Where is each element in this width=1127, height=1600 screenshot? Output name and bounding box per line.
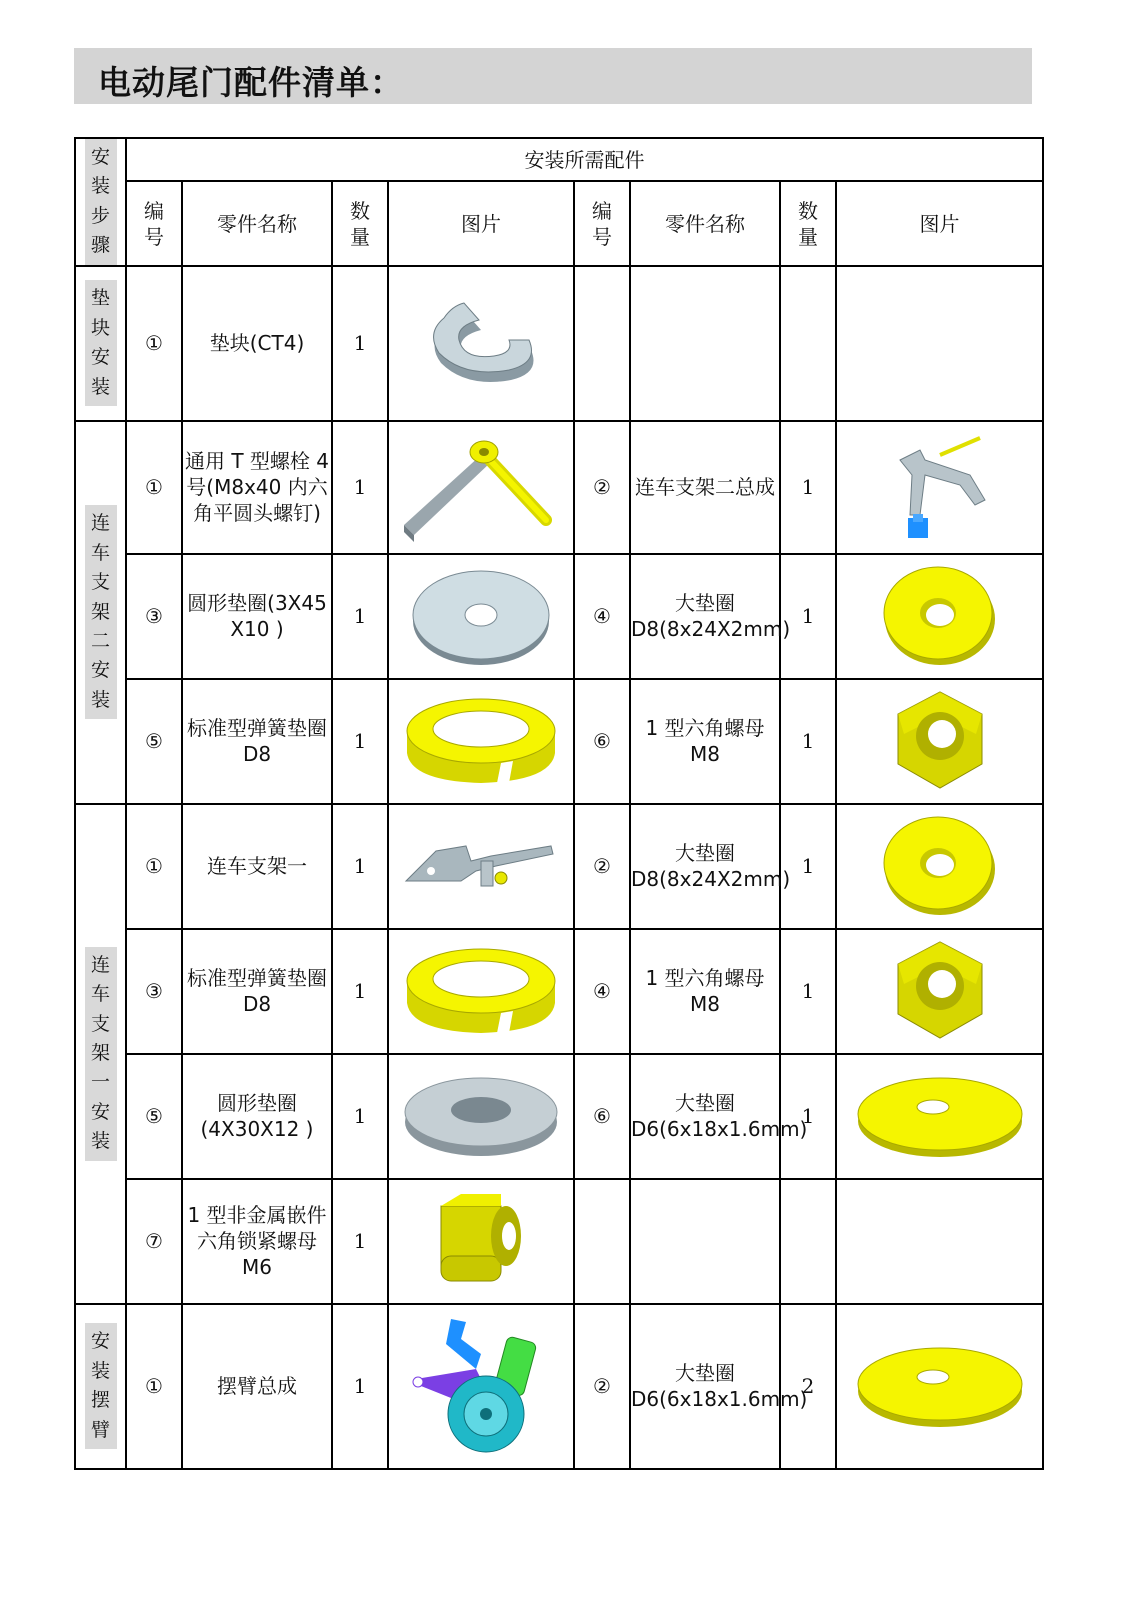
parts-needed-header: 安装所需配件 <box>126 138 1043 181</box>
step-cell <box>75 421 126 804</box>
table-row <box>75 929 1043 1054</box>
part-number: ③ <box>126 929 182 1054</box>
flat-yellow-washer-icon <box>837 1339 1042 1434</box>
table-row <box>75 1179 1043 1304</box>
t-bolt-icon <box>389 430 573 545</box>
number-header-2: 编号 <box>574 181 630 266</box>
swing-arm-icon <box>389 1314 573 1459</box>
part-name-header-2: 零件名称 <box>630 181 780 266</box>
part-quantity: 1 <box>780 804 836 929</box>
part-quantity: 1 <box>332 1304 388 1469</box>
part-quantity: 1 <box>780 554 836 679</box>
part-quantity: 1 <box>332 679 388 804</box>
part-picture <box>388 1304 574 1469</box>
part-number: ⑤ <box>126 679 182 804</box>
part-name: 标准型弹簧垫圈 D8 <box>182 929 332 1054</box>
part-name: 大垫圈D8(8x24X2mm) <box>630 554 780 679</box>
part-picture <box>388 1054 574 1179</box>
page-title: 电动尾门配件清单： <box>98 63 404 102</box>
part-quantity: 1 <box>332 1179 388 1304</box>
empty-number-cell <box>574 1179 630 1304</box>
step-label: 安装摆臂 <box>85 1323 117 1449</box>
part-name: 圆形垫圈(3X45 X10 ) <box>182 554 332 679</box>
step-cell <box>75 266 126 421</box>
empty-quantity-cell <box>780 1179 836 1304</box>
part-name: 垫块(CT4) <box>182 266 332 421</box>
table-row <box>75 1304 1043 1469</box>
step-header-cell <box>75 138 126 266</box>
part-quantity: 1 <box>332 1054 388 1179</box>
part-picture <box>388 804 574 929</box>
part-name: 摆臂总成 <box>182 1304 332 1469</box>
part-picture <box>388 1179 574 1304</box>
part-quantity: 1 <box>332 929 388 1054</box>
part-picture <box>836 679 1043 804</box>
part-quantity: 1 <box>780 679 836 804</box>
part-quantity: 1 <box>780 929 836 1054</box>
part-picture <box>388 421 574 554</box>
table-row <box>75 554 1043 679</box>
lock-nut-icon <box>389 1186 573 1296</box>
part-name: 通用 T 型螺栓 4 号(M8x40 内六角平圆头螺钉) <box>182 421 332 554</box>
part-name-header: 零件名称 <box>182 181 332 266</box>
part-number: ⑥ <box>574 679 630 804</box>
part-number: ⑤ <box>126 1054 182 1179</box>
part-name: 大垫圈D6(6x18x1.6mm) <box>630 1304 780 1469</box>
empty-picture-cell <box>836 266 1043 421</box>
bracket-one-icon <box>389 826 573 906</box>
c-spacer-icon <box>389 288 573 398</box>
step-label: 连车支架二安装 <box>85 505 117 719</box>
table-row <box>75 1054 1043 1179</box>
step-label: 连车支架一安装 <box>85 947 117 1161</box>
parts-table <box>74 137 1044 1470</box>
part-picture <box>836 554 1043 679</box>
step-cell <box>75 804 126 1304</box>
part-number: ① <box>126 804 182 929</box>
part-name: 大垫圈D6(6x18x1.6mm) <box>630 1054 780 1179</box>
hex-nut-icon <box>837 936 1042 1046</box>
part-name: 圆形垫圈(4X30X12 ) <box>182 1054 332 1179</box>
part-picture <box>836 1304 1043 1469</box>
part-number: ② <box>574 1304 630 1469</box>
part-picture <box>388 266 574 421</box>
part-quantity: 2 <box>780 1304 836 1469</box>
flat-yellow-washer-icon <box>837 1069 1042 1164</box>
step-cell <box>75 1304 126 1469</box>
part-number: ② <box>574 421 630 554</box>
title-bar <box>74 48 1032 104</box>
empty-name-cell <box>630 266 780 421</box>
part-number: ① <box>126 1304 182 1469</box>
part-picture <box>836 804 1043 929</box>
quantity-header-2: 数量 <box>780 181 836 266</box>
part-picture <box>836 929 1043 1054</box>
spring-washer-icon <box>389 691 573 791</box>
step-header: 安装步骤 <box>85 139 117 265</box>
empty-quantity-cell <box>780 266 836 421</box>
part-picture <box>388 554 574 679</box>
part-number: ① <box>126 421 182 554</box>
part-quantity: 1 <box>332 421 388 554</box>
picture-header-2: 图片 <box>836 181 1043 266</box>
part-number: ① <box>126 266 182 421</box>
yellow-washer-icon <box>837 561 1042 671</box>
empty-picture-cell <box>836 1179 1043 1304</box>
empty-number-cell <box>574 266 630 421</box>
part-number: ② <box>574 804 630 929</box>
round-washer-icon <box>389 561 573 671</box>
yellow-washer-icon <box>837 811 1042 921</box>
part-name: 连车支架二总成 <box>630 421 780 554</box>
table-row <box>75 679 1043 804</box>
table-row <box>75 804 1043 929</box>
part-number: ⑥ <box>574 1054 630 1179</box>
part-name: 连车支架一 <box>182 804 332 929</box>
step-label: 垫块安装 <box>85 280 117 406</box>
picture-header: 图片 <box>388 181 574 266</box>
part-quantity: 1 <box>332 804 388 929</box>
part-picture <box>836 421 1043 554</box>
table-row <box>75 421 1043 554</box>
hex-nut-icon <box>837 686 1042 796</box>
part-picture <box>388 679 574 804</box>
part-quantity: 1 <box>332 554 388 679</box>
part-name: 大垫圈D8(8x24X2mm) <box>630 804 780 929</box>
part-number: ⑦ <box>126 1179 182 1304</box>
part-number: ④ <box>574 554 630 679</box>
table-row <box>75 266 1043 421</box>
gray-washer-icon <box>389 1066 573 1166</box>
number-header: 编号 <box>126 181 182 266</box>
part-quantity: 1 <box>332 266 388 421</box>
part-picture <box>388 929 574 1054</box>
part-quantity: 1 <box>780 1054 836 1179</box>
part-picture <box>836 1054 1043 1179</box>
empty-name-cell <box>630 1179 780 1304</box>
part-number: ④ <box>574 929 630 1054</box>
part-name: 标准型弹簧垫圈 D8 <box>182 679 332 804</box>
spring-washer-icon <box>389 941 573 1041</box>
bracket-two-icon <box>837 430 1042 545</box>
part-number: ③ <box>126 554 182 679</box>
part-name: 1 型六角螺母 M8 <box>630 929 780 1054</box>
part-name: 1 型非金属嵌件六角锁紧螺母 M6 <box>182 1179 332 1304</box>
quantity-header: 数量 <box>332 181 388 266</box>
part-quantity: 1 <box>780 421 836 554</box>
part-name: 1 型六角螺母 M8 <box>630 679 780 804</box>
